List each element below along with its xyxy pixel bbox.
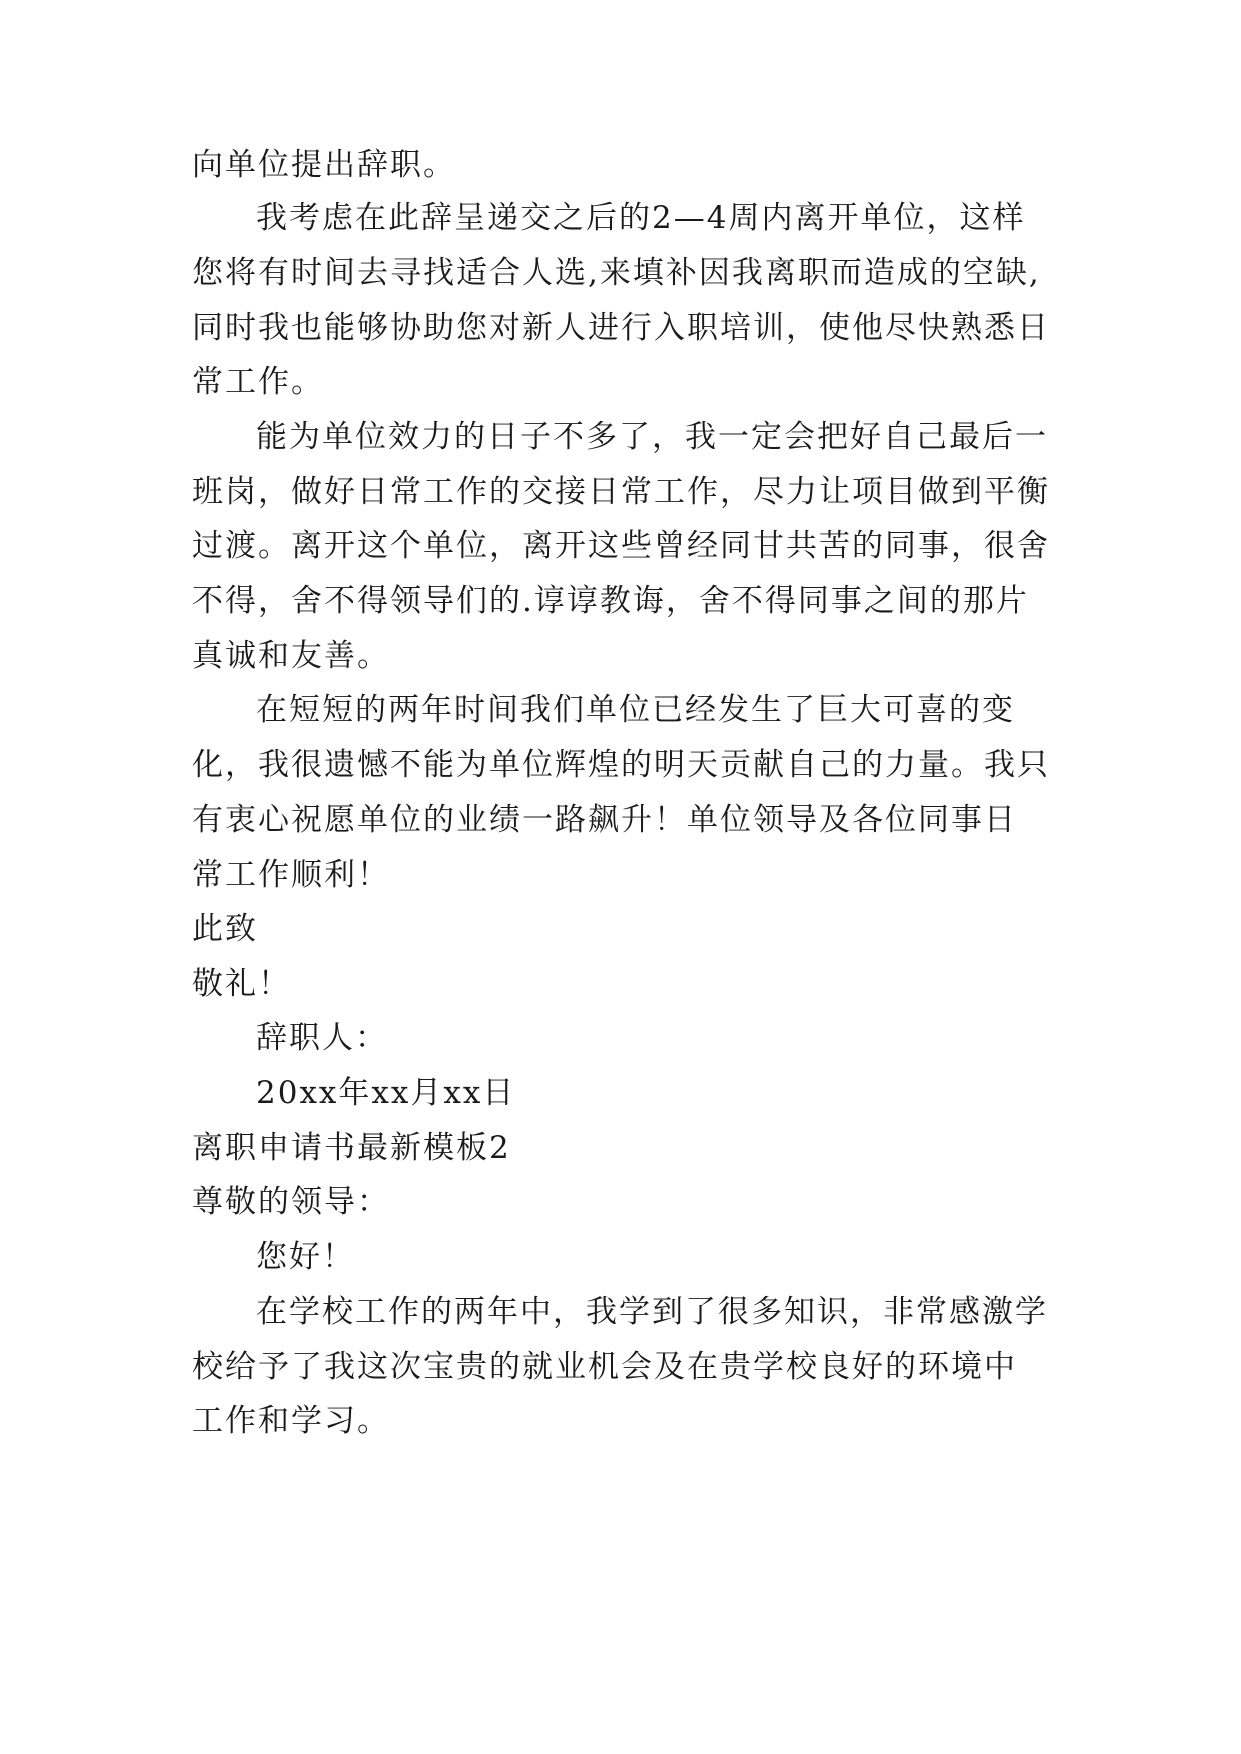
text-line: 工作和学习。: [192, 1403, 390, 1439]
text-line: 在学校工作的两年中，我学到了很多知识，非常感激学: [256, 1294, 1048, 1330]
closing-line: 敬礼！: [192, 966, 291, 1002]
text-line: 不得，舍不得领导们的.谆谆教诲，舍不得同事之间的那片: [192, 583, 1029, 619]
text-line: 在短短的两年时间我们单位已经发生了巨大可喜的变: [256, 692, 1015, 728]
text-line: 能为单位效力的日子不多了，我一定会把好自己最后一: [256, 419, 1048, 455]
salutation-line: 尊敬的领导：: [192, 1184, 390, 1220]
date-line: 20xx年xx月xx日: [256, 1075, 516, 1111]
text-line: 常工作顺利！: [192, 857, 390, 893]
closing-line: 此致: [192, 911, 258, 947]
section-title: 离职申请书最新模板2: [192, 1130, 511, 1166]
text-line: 校给予了我这次宝贵的就业机会及在贵学校良好的环境中: [192, 1349, 1017, 1385]
greeting-line: 您好！: [256, 1239, 355, 1275]
text-line: 化，我很遗憾不能为单位辉煌的明天贡献自己的力量。我只: [192, 747, 1050, 783]
text-line: 真诚和友善。: [192, 638, 390, 674]
signature-line: 辞职人：: [256, 1020, 388, 1056]
text-line: 有衷心祝愿单位的业绩一路飙升！单位领导及各位同事日: [192, 802, 1017, 838]
text-line: 过渡。离开这个单位，离开这些曾经同甘共苦的同事，很舍: [192, 528, 1050, 564]
text-line: 我考虑在此辞呈递交之后的2—4周内离开单位，这样: [256, 200, 1026, 236]
text-line: 班岗，做好日常工作的交接日常工作，尽力让项目做到平衡: [192, 474, 1050, 510]
text-line: 您将有时间去寻找适合人选,来填补因我离职而造成的空缺,: [192, 255, 1041, 291]
text-line: 同时我也能够协助您对新人进行入职培训，使他尽快熟悉日: [192, 310, 1050, 346]
text-line: 向单位提出辞职。: [192, 147, 456, 183]
text-line: 常工作。: [192, 364, 324, 400]
